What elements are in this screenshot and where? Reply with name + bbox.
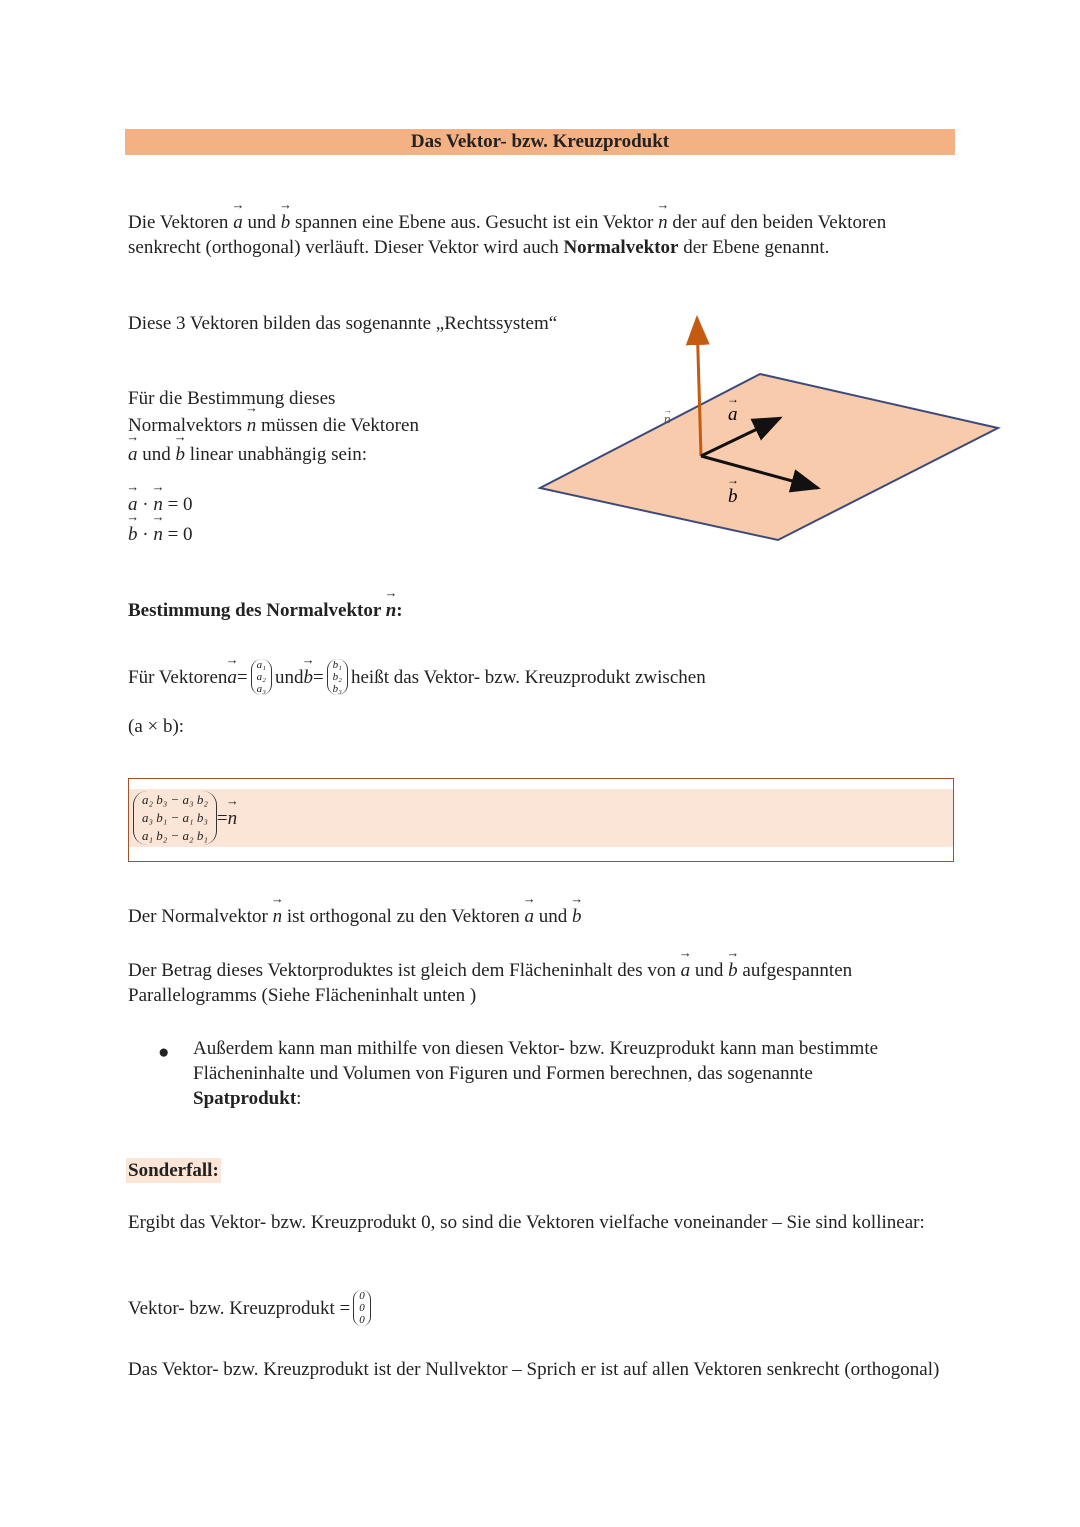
label-b: b <box>728 486 738 507</box>
svg-text:→: → <box>727 473 739 487</box>
zero-vector-formula: Vektor- bzw. Kreuzprodukt = 0 0 0 <box>128 1284 374 1332</box>
orthogonality-conditions <box>128 492 193 547</box>
zero-vector: 0 0 0 <box>353 1290 371 1326</box>
svg-text:→: → <box>727 392 739 406</box>
intro-paragraph: Die Vektoren → a und → b spannen eine Ebene aus. Gesucht ist ein Vektor → n der auf den beiden Vektoren senkrecht (orthogonal) verläuft. Dieser Vektor wird auch Normalvektor der Ebene genannt. <box>128 210 958 260</box>
column-vector-a: a₁ a₂ a₃ <box>251 659 272 695</box>
svg-text:→: → <box>663 405 672 415</box>
rechtssystem-diagram <box>530 310 1010 550</box>
bestimmung-paragraph: Für die Bestimmung dieses Normalvektors → n müssen die Vektoren → a und → b linear unabhängig sein: <box>128 386 488 467</box>
vector-n: → n <box>658 210 668 235</box>
page-title: Das Vektor- bzw. Kreuzprodukt <box>125 129 955 155</box>
nullvektor-conclusion: Das Vektor- bzw. Kreuzprodukt ist der Nullvektor – Sprich er ist auf allen Vektoren senkrecht (orthogonal) <box>128 1359 940 1380</box>
cross-product-matrix: a₂ b₃ − a₃ b₂ a₃ b₁ − a₁ b₃ a₁ b₂ − a₂ b₁ <box>133 791 217 845</box>
sonderfall-heading: Sonderfall: <box>128 1160 219 1181</box>
column-vector-b: b₁ b₂ b₃ <box>327 659 348 695</box>
sonderfall-text: Ergibt das Vektor- bzw. Kreuzprodukt 0, so sind die Vektoren vielfache voneinander – Sie sind kollinear: <box>128 1212 925 1233</box>
vector-a: → a <box>233 210 243 235</box>
bullet-icon: ● <box>158 1042 170 1063</box>
rechtssystem-text: Diese 3 Vektoren bilden das sogenannte „Rechtssystem“ <box>128 313 558 334</box>
vector-b: → b <box>281 210 291 235</box>
cross-notation: (a × b): <box>128 716 185 737</box>
spatprodukt-bullet: Außerdem kann man mithilfe von diesen Vektor- bzw. Kreuzprodukt kann man bestimmte Flächeninhalte und Volumen von Figuren und Formen berechnen, das sogenannte Spatprodukt: <box>193 1038 879 1109</box>
betrag-statement: Der Betrag dieses Vektorproduktes ist gleich dem Flächeninhalt des von → a und → b aufgespannten Parallelogramms (Siehe Flächeninhalt unten ) <box>128 958 958 1008</box>
cross-product-formula-box: a₂ b₃ − a₃ b₂ a₃ b₁ − a₁ b₃ a₁ b₂ − a₂ b₁ = → n <box>128 778 954 862</box>
plane-shape <box>540 374 998 540</box>
condition-b: → b · → n = 0 <box>128 522 193 547</box>
condition-a: → a · → n = 0 <box>128 492 193 517</box>
label-n: n <box>664 411 671 426</box>
section-heading: Bestimmung des Normalvektor → n: <box>128 598 403 623</box>
definition-line: Für Vektoren → a = a₁ a₂ a₃ und → b = b₁ b₂ b₃ heißt das Vektor- bzw. Kreuzprodukt zwischen <box>128 652 978 702</box>
label-a: a <box>728 404 738 425</box>
orthogonal-statement: Der Normalvektor → n ist orthogonal zu den Vektoren → a und → b <box>128 904 958 929</box>
